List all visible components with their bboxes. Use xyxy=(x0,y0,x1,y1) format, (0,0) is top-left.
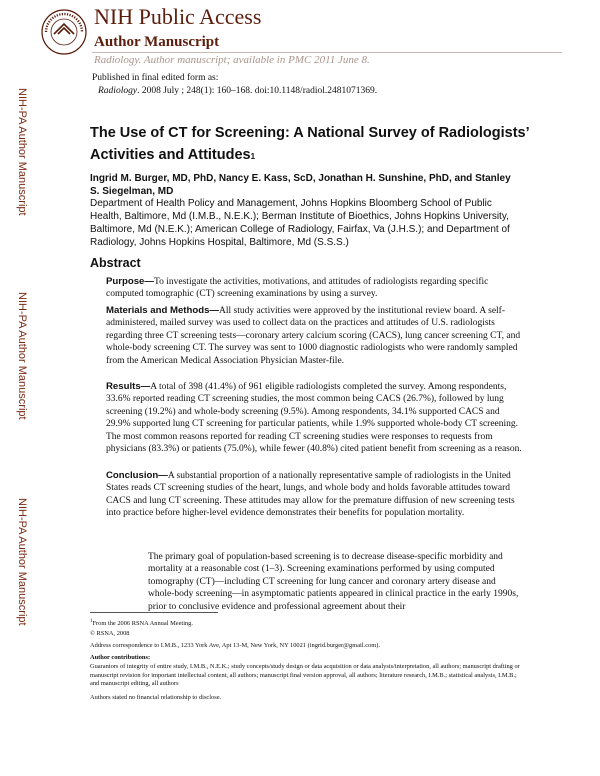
abstract-heading: Abstract xyxy=(90,256,141,270)
citation-details: . 2008 July ; 248(1): 160–168. doi:10.1148/radiol.2481071369. xyxy=(137,86,378,96)
disclosure: Authors stated no financial relationship to disclose. xyxy=(90,694,222,701)
manuscript-label: Author Manuscript xyxy=(94,34,220,50)
results-label: Results— xyxy=(106,381,151,392)
methods-text: All study activities were approved by the institutional review board. A self-administered, mailed survey was used to collect data on the practices and attitudes of U.S. radiologists regarding three CT screening tests—coronary artery calcium scoring (CACS), lung cancer screening CT, and whole-body screening CT. The survey was sent to 1000 diagnostic radiologists who were randomly sampled from the American Medical Association Physician Master-file. xyxy=(106,306,521,366)
correspondence-address: Address correspondence to I.M.B., 1233 York Ave, Apt 13-M, New York, NY 10021 (ingrid.burger@gmail.com). xyxy=(90,642,380,649)
title-footnote-mark: 1 xyxy=(250,152,256,161)
citation-line xyxy=(98,86,377,96)
journal-name: Radiology xyxy=(98,86,138,96)
access-title: NIH Public Access xyxy=(94,4,262,29)
purpose-label: Purpose— xyxy=(106,276,154,287)
abstract-results xyxy=(106,381,526,455)
side-label-top: NIH-PA Author Manuscript xyxy=(16,88,28,216)
nih-logo xyxy=(40,8,88,56)
article-title xyxy=(90,122,530,166)
side-label-middle: NIH-PA Author Manuscript xyxy=(16,292,28,420)
side-label-bottom: NIH-PA Author Manuscript xyxy=(16,498,28,626)
methods-label: Materials and Methods— xyxy=(106,305,220,316)
footnote-1-mark: 1 xyxy=(90,619,93,624)
article-title-text: The Use of CT for Screening: A National Survey of Radiologists’ Activities and Attitudes xyxy=(90,125,529,163)
copyright: © RSNA, 2008 xyxy=(90,630,130,637)
footnote-1-text: From the 2006 RSNA Annual Meeting. xyxy=(92,620,193,628)
footnote-1 xyxy=(90,618,520,629)
published-line: Published in final edited form as: xyxy=(92,73,219,83)
intro-paragraph: The primary goal of population-based screening is to decrease disease-specific morbidity and mortality at a reasonable cost (1–3). Screening examinations performed by using computed tomography (CT)—including CT screening for lung cancer and coronary artery disease and whole-body screening—in asymptomatic patients appeared in clinical practice in the early 1990s, prior to conclusive evidence and professional agreement about their xyxy=(148,552,519,612)
affiliations: Department of Health Policy and Management, Johns Hopkins Bloomberg School of Public Health, Baltimore, Md (I.M.B., N.E.K.); Berman Institute of Bioethics, Johns Hopkins University, Baltimore, Md (N.E.K.); American College of Radiology, Fairfax, Va (J.H.S.); and Department of Radiology, Johns Hopkins Hospital, Baltimore, Md (S.S.S.) xyxy=(90,198,510,248)
contributions-heading: Author contributions: xyxy=(90,654,151,661)
purpose-text: To investigate the activities, motivations, and attitudes of radiologists regarding specific computed tomographic (CT) screening examinations by using a survey. xyxy=(106,277,489,300)
footnote-divider xyxy=(90,612,218,613)
abstract-methods xyxy=(106,305,526,367)
abstract-purpose xyxy=(106,276,526,301)
conclusion-text: A substantial proportion of a nationally representative sample of radiologists in the United States reads CT screening studies of the heart, lungs, and whole body and holds favorable attitudes toward CACS and lung CT screening. These attitudes may allow for the premature diffusion of new screening tests into practice before higher-level evidence demonstrates their benefits for population mortality. xyxy=(106,471,515,519)
availability-note: Radiology. Author manuscript; available in PMC 2011 June 8. xyxy=(94,54,370,66)
header-divider xyxy=(92,52,562,53)
contributions-text: Guarantors of integrity of entire study, I.M.B., N.E.K.; study concepts/study design or data acquisition or data analysis/interpretation, all authors; manuscript drafting or manuscript revision for important intellectual content, all authors; manuscript final version approval, all authors; literature research, I.M.B.; statistical analysis, I.M.B.; and manuscript editing, all authors xyxy=(90,663,520,688)
conclusion-label: Conclusion— xyxy=(106,470,168,481)
abstract-conclusion xyxy=(106,470,526,520)
authors: Ingrid M. Burger, MD, PhD, Nancy E. Kass, ScD, Jonathan H. Sunshine, PhD, and Stanley S. Siegelman, MD xyxy=(90,173,511,197)
results-text: A total of 398 (41.4%) of 961 eligible radiologists completed the survey. Among respondents, 33.6% reported reading CT screening studies, the most common being CACS (26.7%), followed by lung screening (19.2%) and whole-body screening (9.5%). Among respondents, 34.1% supported CACS and 29.9% supported lung CT screening for particular patients, while 1.9% supported whole-body CT screening. The most common reasons reported for reading CT screening studies were responses to requests from physicians (83.3%) or patients (75.0%), while fewer (40.8%) cited patient benefit from screening as a reason. xyxy=(106,382,522,455)
